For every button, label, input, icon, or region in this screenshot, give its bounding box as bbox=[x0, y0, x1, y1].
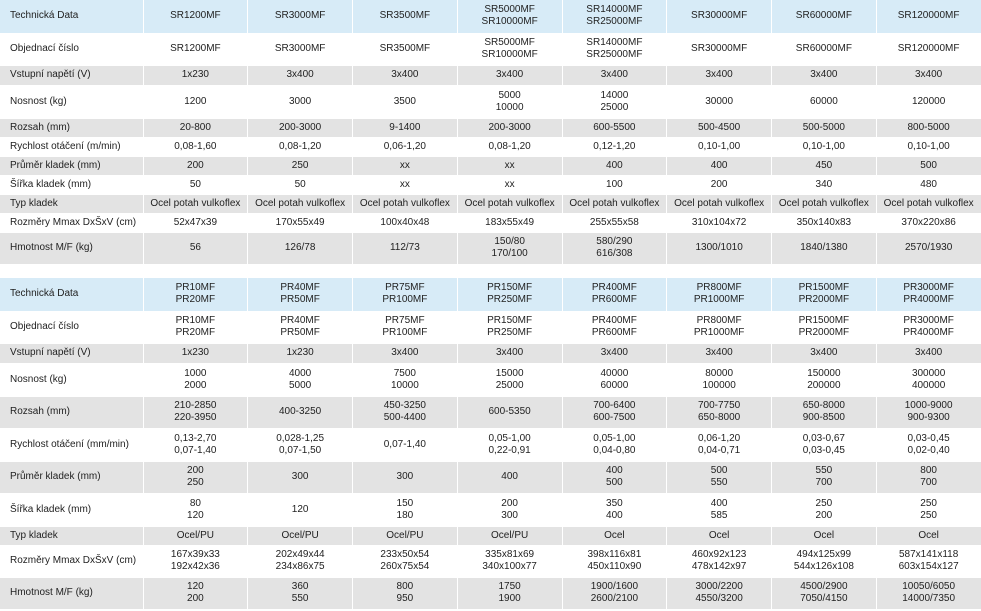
sr-spec-table bbox=[0, 0, 981, 265]
model-header-cell: SR3500MF bbox=[353, 0, 458, 33]
row-label: Vstupní napětí (V) bbox=[0, 65, 143, 85]
table-cell: 0,028-1,25 0,07-1,50 bbox=[248, 428, 353, 461]
table-cell: 360 550 bbox=[248, 577, 353, 609]
table-cell: 3x400 bbox=[876, 343, 981, 363]
table-cell: 600-5350 bbox=[457, 396, 562, 428]
table-cell: 3x400 bbox=[667, 343, 772, 363]
table-cell: 500 bbox=[876, 156, 981, 175]
table-cell: 3500 bbox=[353, 85, 458, 118]
table-cell: 9-1400 bbox=[353, 118, 458, 137]
row-label: Rychlost otáčení (m/min) bbox=[0, 137, 143, 156]
table-row bbox=[0, 396, 981, 428]
table-cell: 370x220x86 bbox=[876, 213, 981, 232]
table-cell: 150 180 bbox=[353, 493, 458, 526]
table-row bbox=[0, 194, 981, 213]
table-cell: Ocel potah vulkoflex bbox=[876, 194, 981, 213]
model-header-cell: SR60000MF bbox=[772, 0, 877, 33]
table-cell: 400 585 bbox=[667, 493, 772, 526]
table-cell: xx bbox=[353, 175, 458, 194]
table-cell: 1300/1010 bbox=[667, 232, 772, 264]
table-cell: 500-5000 bbox=[772, 118, 877, 137]
row-label: Technická Data bbox=[0, 278, 143, 311]
table-cell: 3x400 bbox=[772, 343, 877, 363]
model-header-cell: PR10MF PR20MF bbox=[143, 278, 248, 311]
table-cell: Ocel/PU bbox=[143, 526, 248, 545]
table-cell: 300 bbox=[353, 461, 458, 493]
table-cell: 200 250 bbox=[143, 461, 248, 493]
table-cell: 0,10-1,00 bbox=[667, 137, 772, 156]
table-cell: 3x400 bbox=[562, 65, 667, 85]
row-label: Objednací číslo bbox=[0, 33, 143, 65]
table-row bbox=[0, 311, 981, 343]
model-header-cell: PR40MF PR50MF bbox=[248, 278, 353, 311]
table-cell: 500-4500 bbox=[667, 118, 772, 137]
table-cell: 0,08-1,60 bbox=[143, 137, 248, 156]
model-header-cell: SR14000MF SR25000MF bbox=[562, 0, 667, 33]
table-row bbox=[0, 493, 981, 526]
table-cell: 1x230 bbox=[143, 65, 248, 85]
table-cell: 120 bbox=[248, 493, 353, 526]
table-cell: 1x230 bbox=[248, 343, 353, 363]
table-cell: 2570/1930 bbox=[876, 232, 981, 264]
table-cell: 80 120 bbox=[143, 493, 248, 526]
table-cell: 250 200 bbox=[772, 493, 877, 526]
row-label: Typ kladek bbox=[0, 194, 143, 213]
model-header-cell: PR75MF PR100MF bbox=[353, 278, 458, 311]
table-cell: xx bbox=[353, 156, 458, 175]
table-cell: 400 bbox=[457, 461, 562, 493]
table-cell: Ocel bbox=[562, 526, 667, 545]
table-row bbox=[0, 545, 981, 577]
table-cell: 310x104x72 bbox=[667, 213, 772, 232]
model-header-cell: PR400MF PR600MF bbox=[562, 278, 667, 311]
row-label: Průměr kladek (mm) bbox=[0, 461, 143, 493]
table-cell: 450-3250 500-4400 bbox=[353, 396, 458, 428]
table-cell: 650-8000 900-8500 bbox=[772, 396, 877, 428]
table-cell: 500 550 bbox=[667, 461, 772, 493]
table-cell: 0,07-1,40 bbox=[353, 428, 458, 461]
table-cell: 335x81x69 340x100x77 bbox=[457, 545, 562, 577]
table-cell: SR14000MF SR25000MF bbox=[562, 33, 667, 65]
table-cell: SR30000MF bbox=[667, 33, 772, 65]
table-cell: SR3500MF bbox=[353, 33, 458, 65]
table-cell: 5000 10000 bbox=[457, 85, 562, 118]
table-row bbox=[0, 175, 981, 194]
table-cell: 0,10-1,00 bbox=[772, 137, 877, 156]
table-cell: Ocel bbox=[772, 526, 877, 545]
model-header-cell: PR3000MF PR4000MF bbox=[876, 278, 981, 311]
table-cell: 3x400 bbox=[772, 65, 877, 85]
table-cell: 3000 bbox=[248, 85, 353, 118]
table-cell: 700-7750 650-8000 bbox=[667, 396, 772, 428]
table-cell: 0,12-1,20 bbox=[562, 137, 667, 156]
table-cell: Ocel potah vulkoflex bbox=[667, 194, 772, 213]
table-cell: 3x400 bbox=[353, 65, 458, 85]
table-cell: 3x400 bbox=[667, 65, 772, 85]
table-cell: PR400MF PR600MF bbox=[562, 311, 667, 343]
table-cell: 7500 10000 bbox=[353, 363, 458, 396]
table-cell: 10050/6050 14000/7350 bbox=[876, 577, 981, 609]
table-cell: 4500/2900 7050/4150 bbox=[772, 577, 877, 609]
table-cell: 50 bbox=[248, 175, 353, 194]
table-cell: 200-3000 bbox=[457, 118, 562, 137]
table-cell: SR5000MF SR10000MF bbox=[457, 33, 562, 65]
table-cell: PR3000MF PR4000MF bbox=[876, 311, 981, 343]
table-cell: Ocel/PU bbox=[457, 526, 562, 545]
table-cell: 800 700 bbox=[876, 461, 981, 493]
table-cell: 0,03-0,45 0,02-0,40 bbox=[876, 428, 981, 461]
model-header-cell: SR120000MF bbox=[876, 0, 981, 33]
model-header-cell: PR150MF PR250MF bbox=[457, 278, 562, 311]
table-cell: 800 950 bbox=[353, 577, 458, 609]
table-cell: 3x400 bbox=[248, 65, 353, 85]
table-cell: Ocel bbox=[876, 526, 981, 545]
table-cell: 550 700 bbox=[772, 461, 877, 493]
table-row bbox=[0, 232, 981, 264]
table-cell: PR40MF PR50MF bbox=[248, 311, 353, 343]
row-label: Šířka kladek (mm) bbox=[0, 493, 143, 526]
table-cell: 52x47x39 bbox=[143, 213, 248, 232]
table-cell: 3x400 bbox=[562, 343, 667, 363]
table-row bbox=[0, 461, 981, 493]
table-cell: 250 bbox=[248, 156, 353, 175]
table-cell: 3x400 bbox=[353, 343, 458, 363]
table-cell: 250 250 bbox=[876, 493, 981, 526]
table-row bbox=[0, 118, 981, 137]
model-header-cell: PR1500MF PR2000MF bbox=[772, 278, 877, 311]
table-cell: Ocel potah vulkoflex bbox=[248, 194, 353, 213]
table-cell: 1900/1600 2600/2100 bbox=[562, 577, 667, 609]
row-label: Vstupní napětí (V) bbox=[0, 343, 143, 363]
table-cell: 112/73 bbox=[353, 232, 458, 264]
table-cell: 1x230 bbox=[143, 343, 248, 363]
table-cell: 56 bbox=[143, 232, 248, 264]
table-cell: Ocel potah vulkoflex bbox=[772, 194, 877, 213]
table-cell: SR1200MF bbox=[143, 33, 248, 65]
row-label: Šířka kladek (mm) bbox=[0, 175, 143, 194]
table-row bbox=[0, 363, 981, 396]
table-cell: 1000 2000 bbox=[143, 363, 248, 396]
table-cell: 700-6400 600-7500 bbox=[562, 396, 667, 428]
table-cell: 460x92x123 478x142x97 bbox=[667, 545, 772, 577]
table-cell: 400 bbox=[562, 156, 667, 175]
table-row bbox=[0, 85, 981, 118]
table-cell: PR75MF PR100MF bbox=[353, 311, 458, 343]
table-row bbox=[0, 577, 981, 609]
table-cell: 183x55x49 bbox=[457, 213, 562, 232]
table-cell: 300000 400000 bbox=[876, 363, 981, 396]
table-cell: Ocel/PU bbox=[248, 526, 353, 545]
table-row bbox=[0, 213, 981, 232]
table-cell: 0,06-1,20 bbox=[353, 137, 458, 156]
row-label: Hmotnost M/F (kg) bbox=[0, 577, 143, 609]
table-cell: 200 bbox=[143, 156, 248, 175]
table-cell: 494x125x99 544x126x108 bbox=[772, 545, 877, 577]
model-header-cell: SR3000MF bbox=[248, 0, 353, 33]
table-row bbox=[0, 428, 981, 461]
table-cell: 80000 100000 bbox=[667, 363, 772, 396]
row-label: Rozsah (mm) bbox=[0, 396, 143, 428]
row-label: Rychlost otáčení (mm/min) bbox=[0, 428, 143, 461]
table-cell: 480 bbox=[876, 175, 981, 194]
table-cell: 202x49x44 234x86x75 bbox=[248, 545, 353, 577]
table-cell: 100 bbox=[562, 175, 667, 194]
table-cell: Ocel bbox=[667, 526, 772, 545]
table-cell: xx bbox=[457, 156, 562, 175]
row-label: Nosnost (kg) bbox=[0, 85, 143, 118]
table-cell: 450 bbox=[772, 156, 877, 175]
model-header-cell: PR800MF PR1000MF bbox=[667, 278, 772, 311]
table-cell: Ocel potah vulkoflex bbox=[353, 194, 458, 213]
table-cell: Ocel potah vulkoflex bbox=[143, 194, 248, 213]
table-cell: 170x55x49 bbox=[248, 213, 353, 232]
table-cell: PR150MF PR250MF bbox=[457, 311, 562, 343]
table-cell: 150000 200000 bbox=[772, 363, 877, 396]
table-cell: 0,06-1,20 0,04-0,71 bbox=[667, 428, 772, 461]
table-cell: Ocel/PU bbox=[353, 526, 458, 545]
table-cell: 400 bbox=[667, 156, 772, 175]
table-row bbox=[0, 526, 981, 545]
table-cell: 200-3000 bbox=[248, 118, 353, 137]
table-cell: 3x400 bbox=[457, 65, 562, 85]
table-cell: 398x116x81 450x110x90 bbox=[562, 545, 667, 577]
table-cell: 233x50x54 260x75x54 bbox=[353, 545, 458, 577]
header-row bbox=[0, 0, 981, 33]
table-cell: 4000 5000 bbox=[248, 363, 353, 396]
table-cell: 0,03-0,67 0,03-0,45 bbox=[772, 428, 877, 461]
table-cell: SR3000MF bbox=[248, 33, 353, 65]
table-cell: 600-5500 bbox=[562, 118, 667, 137]
table-cell: 40000 60000 bbox=[562, 363, 667, 396]
table-cell: 0,05-1,00 0,04-0,80 bbox=[562, 428, 667, 461]
row-label: Rozměry Mmax DxŠxV (cm) bbox=[0, 545, 143, 577]
table-cell: 120000 bbox=[876, 85, 981, 118]
table-cell: 350 400 bbox=[562, 493, 667, 526]
table-cell: 0,08-1,20 bbox=[457, 137, 562, 156]
table-cell: 0,08-1,20 bbox=[248, 137, 353, 156]
table-cell: xx bbox=[457, 175, 562, 194]
table-cell: 800-5000 bbox=[876, 118, 981, 137]
model-header-cell: SR30000MF bbox=[667, 0, 772, 33]
table-cell: 0,05-1,00 0,22-0,91 bbox=[457, 428, 562, 461]
table-cell: 15000 25000 bbox=[457, 363, 562, 396]
table-cell: Ocel potah vulkoflex bbox=[457, 194, 562, 213]
table-cell: 350x140x83 bbox=[772, 213, 877, 232]
table-cell: 210-2850 220-3950 bbox=[143, 396, 248, 428]
row-label: Technická Data bbox=[0, 0, 143, 33]
table-cell: SR60000MF bbox=[772, 33, 877, 65]
table-cell: 150/80 170/100 bbox=[457, 232, 562, 264]
row-label: Objednací číslo bbox=[0, 311, 143, 343]
table-row bbox=[0, 156, 981, 175]
table-cell: PR10MF PR20MF bbox=[143, 311, 248, 343]
row-label: Rozměry Mmax DxŠxV (cm) bbox=[0, 213, 143, 232]
table-row bbox=[0, 343, 981, 363]
table-cell: 167x39x33 192x42x36 bbox=[143, 545, 248, 577]
table-cell: 120 200 bbox=[143, 577, 248, 609]
table-cell: 300 bbox=[248, 461, 353, 493]
table-cell: 200 300 bbox=[457, 493, 562, 526]
table-row bbox=[0, 137, 981, 156]
table-cell: 1750 1900 bbox=[457, 577, 562, 609]
row-label: Rozsah (mm) bbox=[0, 118, 143, 137]
row-label: Průměr kladek (mm) bbox=[0, 156, 143, 175]
table-cell: 587x141x118 603x154x127 bbox=[876, 545, 981, 577]
table-cell: Ocel potah vulkoflex bbox=[562, 194, 667, 213]
model-header-cell: SR1200MF bbox=[143, 0, 248, 33]
table-cell: 3x400 bbox=[457, 343, 562, 363]
table-row bbox=[0, 33, 981, 65]
pr-spec-table bbox=[0, 278, 981, 610]
table-cell: 400-3250 bbox=[248, 396, 353, 428]
table-cell: 100x40x48 bbox=[353, 213, 458, 232]
table-cell: 3000/2200 4550/3200 bbox=[667, 577, 772, 609]
table-cell: 1840/1380 bbox=[772, 232, 877, 264]
table-cell: 3x400 bbox=[876, 65, 981, 85]
table-cell: SR120000MF bbox=[876, 33, 981, 65]
table-cell: 1200 bbox=[143, 85, 248, 118]
table-cell: 0,10-1,00 bbox=[876, 137, 981, 156]
row-label: Typ kladek bbox=[0, 526, 143, 545]
table-cell: PR1500MF PR2000MF bbox=[772, 311, 877, 343]
table-cell: 200 bbox=[667, 175, 772, 194]
table-cell: 20-800 bbox=[143, 118, 248, 137]
table-cell: 255x55x58 bbox=[562, 213, 667, 232]
table-row bbox=[0, 65, 981, 85]
table-cell: 580/290 616/308 bbox=[562, 232, 667, 264]
table-cell: 1000-9000 900-9300 bbox=[876, 396, 981, 428]
row-label: Nosnost (kg) bbox=[0, 363, 143, 396]
table-cell: 60000 bbox=[772, 85, 877, 118]
table-cell: 0,13-2,70 0,07-1,40 bbox=[143, 428, 248, 461]
table-cell: 30000 bbox=[667, 85, 772, 118]
table-cell: 340 bbox=[772, 175, 877, 194]
table-cell: 50 bbox=[143, 175, 248, 194]
table-cell: 14000 25000 bbox=[562, 85, 667, 118]
model-header-cell: SR5000MF SR10000MF bbox=[457, 0, 562, 33]
table-cell: 400 500 bbox=[562, 461, 667, 493]
row-label: Hmotnost M/F (kg) bbox=[0, 232, 143, 264]
header-row bbox=[0, 278, 981, 311]
table-cell: 126/78 bbox=[248, 232, 353, 264]
table-cell: PR800MF PR1000MF bbox=[667, 311, 772, 343]
